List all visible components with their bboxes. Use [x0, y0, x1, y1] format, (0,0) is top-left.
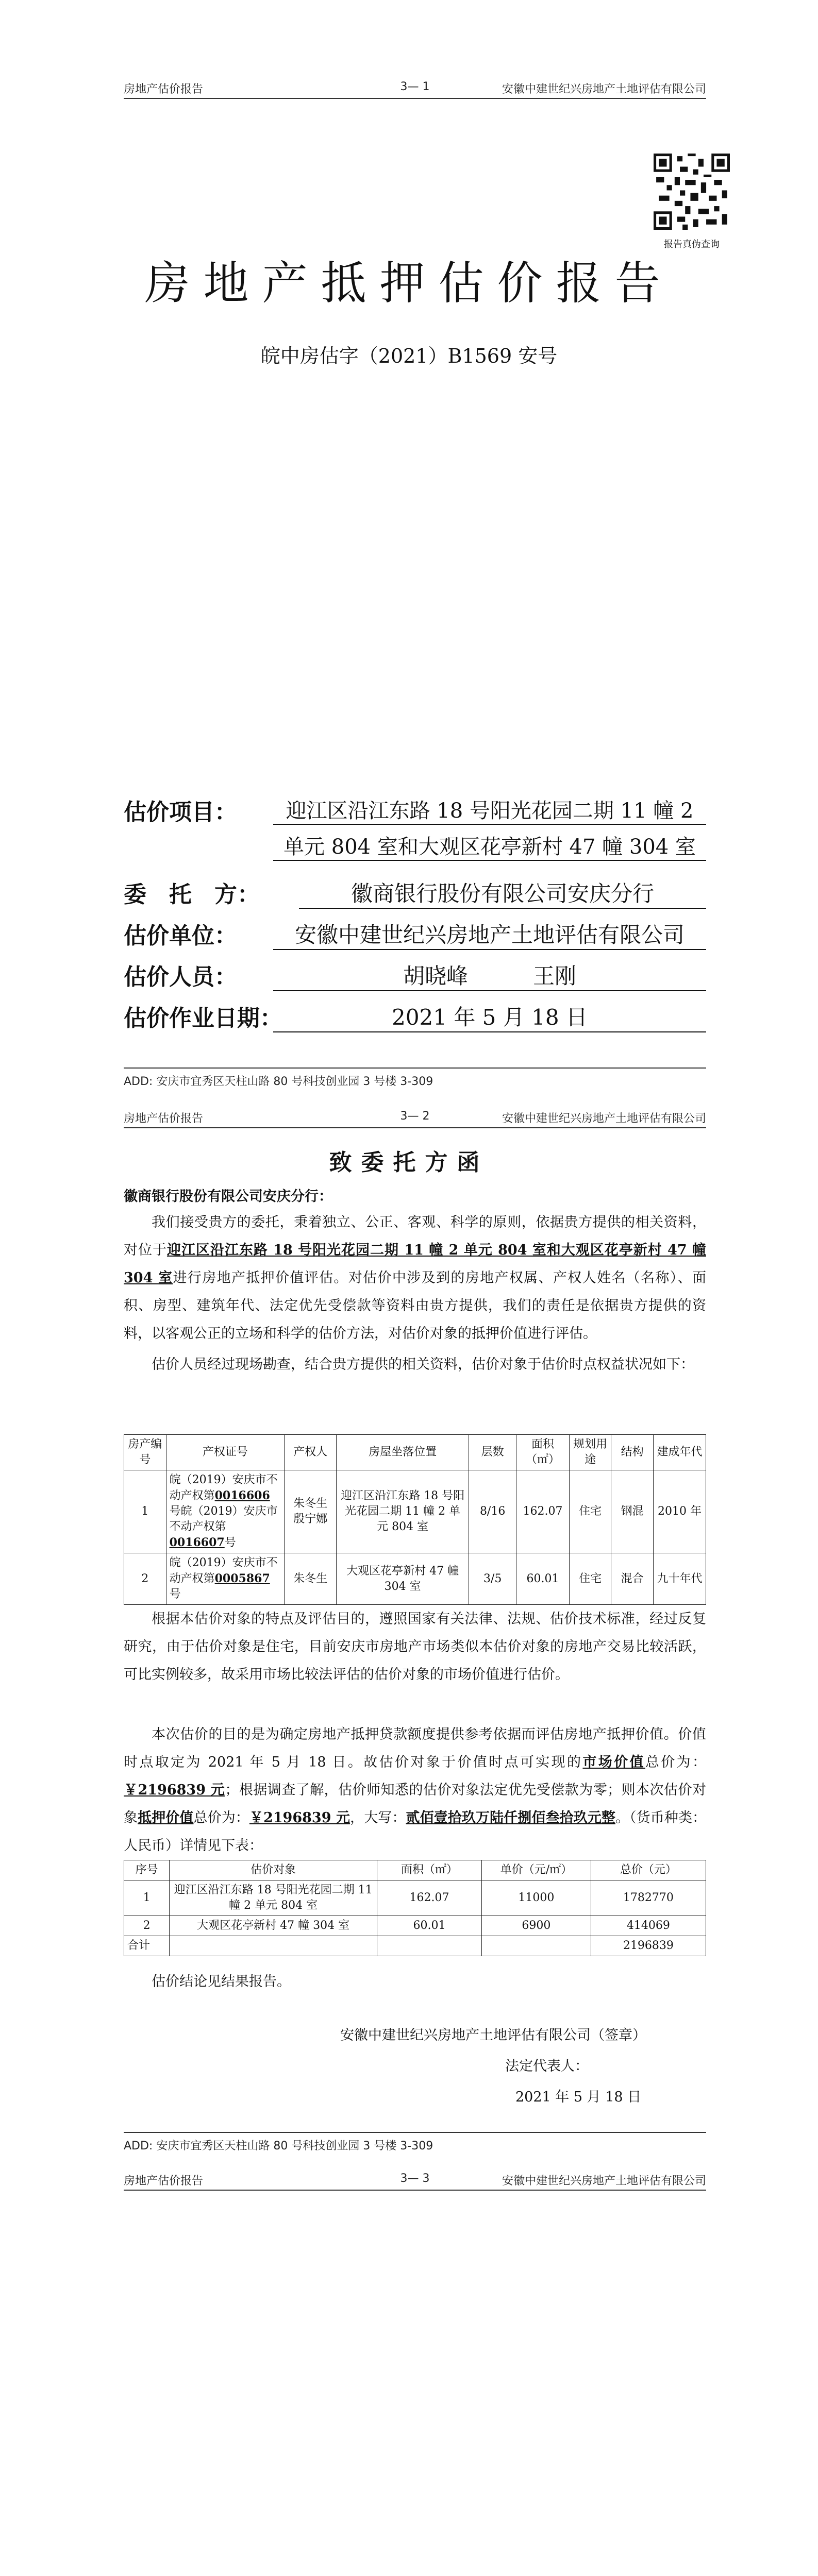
p4-market-value: 市场价值	[582, 1754, 645, 1770]
page1-header	[124, 77, 706, 99]
header-page-number: 3— 1	[400, 80, 430, 93]
page1-footer: ADD: 安庆市宜秀区天柱山路 80 号科技创业园 3 号楼 3-309	[124, 1067, 706, 1089]
page2-footer: ADD: 安庆市宜秀区天柱山路 80 号科技创业园 3 号楼 3-309	[124, 2132, 706, 2153]
field-appraisers-label: 估价人员：	[124, 964, 237, 990]
field-date-value: 2021 年 5 月 18 日	[273, 1001, 706, 1032]
table-row	[124, 1553, 706, 1605]
table-row-total	[124, 1936, 706, 1956]
letter-paragraph-5: 估价结论见结果报告。	[152, 1974, 291, 1990]
valuation-table	[124, 1860, 706, 1956]
cert-text: 号	[169, 1588, 181, 1601]
col-header: 单价（元/㎡）	[482, 1860, 591, 1880]
col-header: 房产编号	[124, 1435, 166, 1470]
field-client	[124, 876, 273, 909]
signature-date: 2021 年 5 月 18 日	[515, 2089, 642, 2105]
header-left: 房地产估价报告	[124, 1112, 204, 1125]
table-row	[124, 1470, 706, 1553]
cell-area: 60.01	[377, 1916, 481, 1936]
col-header: 建成年代	[653, 1435, 706, 1470]
cell-sum-label: 合计	[124, 1936, 170, 1956]
signature-company: 安徽中建世纪兴房地产土地评估有限公司（签章）	[340, 2027, 646, 2043]
cell-empty	[170, 1936, 377, 1956]
cell-no: 1	[124, 1470, 166, 1553]
cell-object: 迎江区沿江东路 18 号阳光花园二期 11 幢 2 单元 804 室	[170, 1880, 377, 1916]
cert-text: 皖（2019）安庆市不动产权第	[169, 1556, 278, 1585]
field-project-value-line1: 迎江区沿江东路 18 号阳光花园二期 11 幢 2	[273, 794, 706, 825]
p4-text: 总价为：	[645, 1754, 707, 1770]
p4-text: 本次估价的目的是为确定房地产抵押贷款额度提供参考依据而评估房地产抵押价值。价值时点取定为 2021 年 5 月 18 日。故估价对象于价值时点可实现的	[124, 1726, 706, 1770]
cell-structure: 钢混	[611, 1470, 654, 1553]
col-header: 层数	[469, 1435, 516, 1470]
cell-location: 大观区花亭新村 47 幢 304 室	[337, 1553, 469, 1605]
page3-header	[124, 2169, 706, 2191]
p4-total-2: ￥2196839 元	[249, 1810, 350, 1826]
field-appraiser-org-label: 估价单位：	[124, 923, 237, 949]
field-appraiser-org	[124, 917, 273, 950]
col-header: 结构	[611, 1435, 654, 1470]
field-appraisers	[124, 958, 273, 991]
cell-no: 2	[124, 1553, 166, 1605]
cell-owner: 朱冬生	[285, 1553, 337, 1605]
cell-empty	[482, 1936, 591, 1956]
valuation-table-header	[124, 1860, 706, 1880]
cell-cert	[166, 1553, 285, 1605]
field-project	[124, 793, 273, 826]
header-right: 安徽中建世纪兴房地产土地评估有限公司	[502, 83, 706, 96]
p1-text: 我们接受贵方的委托，秉着独立、公正、客观、科学的原则，依据贵方提供的相关资料，对位于	[124, 1214, 706, 1258]
cell-cert	[166, 1470, 285, 1553]
report-title: 房地产抵押估价报告	[144, 257, 674, 310]
letter-paragraph-4	[124, 1721, 706, 1860]
table-row	[124, 1880, 706, 1916]
col-header: 总价（元）	[591, 1860, 706, 1880]
letter-paragraph-3: 根据本估价对象的特点及评估目的，遵照国家有关法律、法规、估价技术标准，经过反复研究，由于估价对象是住宅，目前安庆市房地产市场类似本估价对象的房地产交易比较活跃，可比实例较多，故采用市场比较法评估的估价对象的市场价值进行估价。	[124, 1611, 706, 1683]
page2-header	[124, 1107, 706, 1128]
cell-sum-total: 2196839	[591, 1936, 706, 1956]
cell-unit-price: 6900	[482, 1916, 591, 1936]
qr-caption: 报告真伪查询	[664, 239, 720, 250]
cell-year: 九十年代	[653, 1553, 706, 1605]
cell-no: 2	[124, 1916, 170, 1936]
field-date-label: 估价作业日期：	[124, 1005, 282, 1031]
field-date	[124, 999, 282, 1032]
col-header: 房屋坐落位置	[337, 1435, 469, 1470]
p4-total-1: ￥2196839 元	[124, 1782, 225, 1798]
cell-total: 414069	[591, 1916, 706, 1936]
cell-area: 162.07	[377, 1880, 481, 1916]
letter-paragraph-2: 估价人员经过现场勘查，结合贵方提供的相关资料，估价对象于估价时点权益状况如下：	[152, 1357, 694, 1372]
p1-address: 迎江区沿江东路 18 号阳光花园二期 11 幢 2 单元 804 室和大观区花亭新村 47 幢 304 室	[124, 1242, 706, 1286]
col-header: 估价对象	[170, 1860, 377, 1880]
signature-representative: 法定代表人：	[505, 2058, 589, 2074]
cell-total: 1782770	[591, 1880, 706, 1916]
cell-location: 迎江区沿江东路 18 号阳光花园二期 11 幢 2 单元 804 室	[337, 1470, 469, 1553]
table-row	[124, 1916, 706, 1936]
cell-area: 60.01	[516, 1553, 570, 1605]
col-header: 产权证号	[166, 1435, 285, 1470]
cell-area: 162.07	[516, 1470, 570, 1553]
property-table-header	[124, 1435, 706, 1470]
field-project-value-line2: 单元 804 室和大观区花亭新村 47 幢 304 室	[273, 831, 706, 861]
col-header: 面积（㎡）	[516, 1435, 570, 1470]
p1-text-post: 进行房地产抵押价值评估。对估价中涉及到的房地产权属、产权人姓名（名称）、面积、房型、建筑年代、法定优先受偿款等资料由贵方提供，我们的责任是依据贵方提供的资料，以客观公正的立场和科学的估价方法，对估价对象的抵押价值进行评估。	[124, 1270, 706, 1342]
col-header: 面积（㎡）	[377, 1860, 481, 1880]
p4-text: 。（货币种类：人民币）详情见下表：	[124, 1810, 707, 1854]
cert-number: 0016606	[214, 1489, 270, 1502]
cell-use: 住宅	[569, 1553, 611, 1605]
p4-mortgage-value: 抵押价值	[138, 1810, 194, 1826]
cell-structure: 混合	[611, 1553, 654, 1605]
header-page-number: 3— 2	[400, 1110, 430, 1123]
cert-number: 0016607	[169, 1536, 225, 1549]
letter-paragraph-1	[124, 1209, 706, 1348]
p4-text: ，大写：	[350, 1810, 406, 1826]
cell-empty	[377, 1936, 481, 1956]
header-right: 安徽中建世纪兴房地产土地评估有限公司	[502, 1112, 706, 1125]
letter-addressee: 徽商银行股份有限公司安庆分行：	[124, 1189, 332, 1205]
p4-text: 总价为：	[193, 1810, 249, 1826]
report-number: 皖中房估字（2021）B1569 安号	[260, 345, 558, 367]
field-client-label: 委 托 方：	[124, 882, 260, 908]
col-header: 序号	[124, 1860, 170, 1880]
cell-use: 住宅	[569, 1470, 611, 1553]
cell-object: 大观区花亭新村 47 幢 304 室	[170, 1916, 377, 1936]
field-appraisers-value: 胡晓峰 王刚	[273, 959, 706, 991]
cell-no: 1	[124, 1880, 170, 1916]
col-header: 产权人	[285, 1435, 337, 1470]
cell-floors: 8/16	[469, 1470, 516, 1553]
qr-code-icon[interactable]	[654, 154, 730, 230]
cell-year: 2010 年	[653, 1470, 706, 1553]
field-project-label: 估价项目：	[124, 799, 237, 825]
cert-text: 号	[224, 1536, 236, 1549]
p4-amount-chinese: 贰佰壹拾玖万陆仟捌佰叁拾玖元整	[406, 1810, 615, 1826]
col-header: 规划用途	[569, 1435, 611, 1470]
p4-text: ；根据调查了解，估价师知悉的估价对象法定优先受偿款为零；则本次估价对象	[124, 1782, 707, 1826]
cert-number: 0005867	[214, 1572, 270, 1585]
cell-floors: 3/5	[469, 1553, 516, 1605]
header-right: 安徽中建世纪兴房地产土地评估有限公司	[502, 2175, 706, 2188]
header-left: 房地产估价报告	[124, 83, 204, 96]
cell-owner: 朱冬生殷宁娜	[285, 1470, 337, 1553]
cert-text: 皖（2019）安庆市不动产权第	[169, 1473, 278, 1502]
field-client-value: 徽商银行股份有限公司安庆分行	[299, 877, 706, 909]
property-table	[124, 1434, 706, 1605]
header-page-number: 3— 3	[400, 2172, 430, 2185]
cert-text: 号皖（2019）安庆市不动产权第	[169, 1505, 278, 1533]
field-appraiser-org-value: 安徽中建世纪兴房地产土地评估有限公司	[273, 918, 706, 950]
letter-title: 致委托方函	[329, 1149, 489, 1176]
cell-unit-price: 11000	[482, 1880, 591, 1916]
header-left: 房地产估价报告	[124, 2175, 204, 2188]
